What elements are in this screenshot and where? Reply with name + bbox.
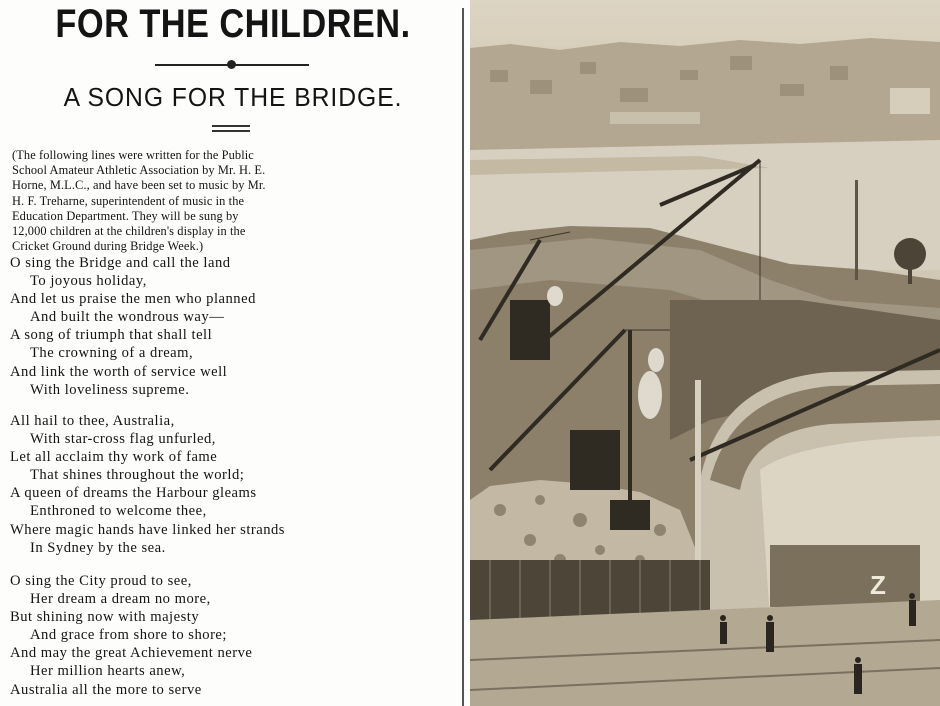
newspaper-clipping	[0, 0, 466, 706]
verse-line: And may the great Achievement nerve	[10, 645, 253, 662]
shore-house	[610, 112, 700, 124]
intro-line: 12,000 children at the children's display in the	[12, 224, 246, 239]
tree-trunk	[908, 262, 912, 284]
verse-line: And let us praise the men who planned	[10, 291, 256, 308]
intro-line: (The following lines were written for the Public	[12, 148, 254, 162]
intro-note	[12, 148, 458, 254]
verse-line: The crowning of a dream,	[30, 345, 194, 362]
ornament-dot	[227, 60, 236, 69]
verse-line: And link the worth of service well	[10, 363, 228, 380]
construction-photo	[470, 0, 940, 706]
harbour-construction-scene	[470, 0, 940, 706]
verse-line: To joyous holiday,	[30, 273, 147, 290]
verse-line: But shining now with majesty	[10, 609, 200, 626]
intro-line: H. F. Treharne, superintendent of music in the	[12, 193, 245, 208]
verse-line: With loveliness supreme.	[30, 381, 190, 398]
timber-hoarding	[770, 545, 920, 607]
double-rule-top	[212, 125, 250, 127]
verse-line: A queen of dreams the Harbour gleams	[10, 485, 257, 502]
verse-line: Let all acclaim thy work of fame	[10, 449, 218, 466]
intro-line: Education Department. They will be sung by	[12, 208, 239, 223]
verse-line: Her million hearts anew,	[30, 663, 186, 680]
stanza-2	[10, 412, 285, 557]
intro-line: School Amateur Athletic Association by Mr. H. E.	[12, 163, 266, 178]
verse-line: All hail to thee, Australia,	[10, 413, 175, 429]
column-rule	[462, 8, 464, 706]
telegraph-pole	[855, 180, 858, 280]
verse-line: Australia all the more to serve	[10, 681, 202, 698]
mast-pole	[695, 380, 701, 560]
verse-line: Enthroned to welcome thee,	[30, 503, 207, 520]
verse-line: And built the wondrous way—	[30, 309, 225, 326]
verse-line: Her dream a dream no more,	[30, 591, 211, 608]
verse-line: O sing the Bridge and call the land	[10, 255, 231, 271]
verse-line: That shines throughout the world;	[30, 467, 245, 484]
verse-line: Where magic hands have linked her strands	[10, 521, 285, 538]
verse-line: With star-cross flag unfurled,	[30, 431, 216, 448]
intro-line: Horne, M.L.C., and have been set to music by Mr.	[12, 178, 266, 193]
subheadline: A SONG FOR THE BRIDGE.	[63, 82, 403, 112]
verse-line: And grace from shore to shore;	[30, 627, 227, 644]
verse-line: In Sydney by the sea.	[30, 539, 166, 556]
verse-line: O sing the City proud to see,	[10, 573, 192, 589]
verse-line: A song of triumph that shall tell	[10, 327, 213, 344]
stanza-3	[10, 572, 252, 699]
headline: FOR THE CHILDREN.	[55, 2, 411, 46]
white-house	[890, 88, 930, 114]
stanza-1	[10, 254, 256, 399]
z-marking: Z	[870, 570, 886, 600]
double-rule-bottom	[212, 130, 250, 132]
intro-line: Cricket Ground during Bridge Week.)	[12, 239, 204, 254]
